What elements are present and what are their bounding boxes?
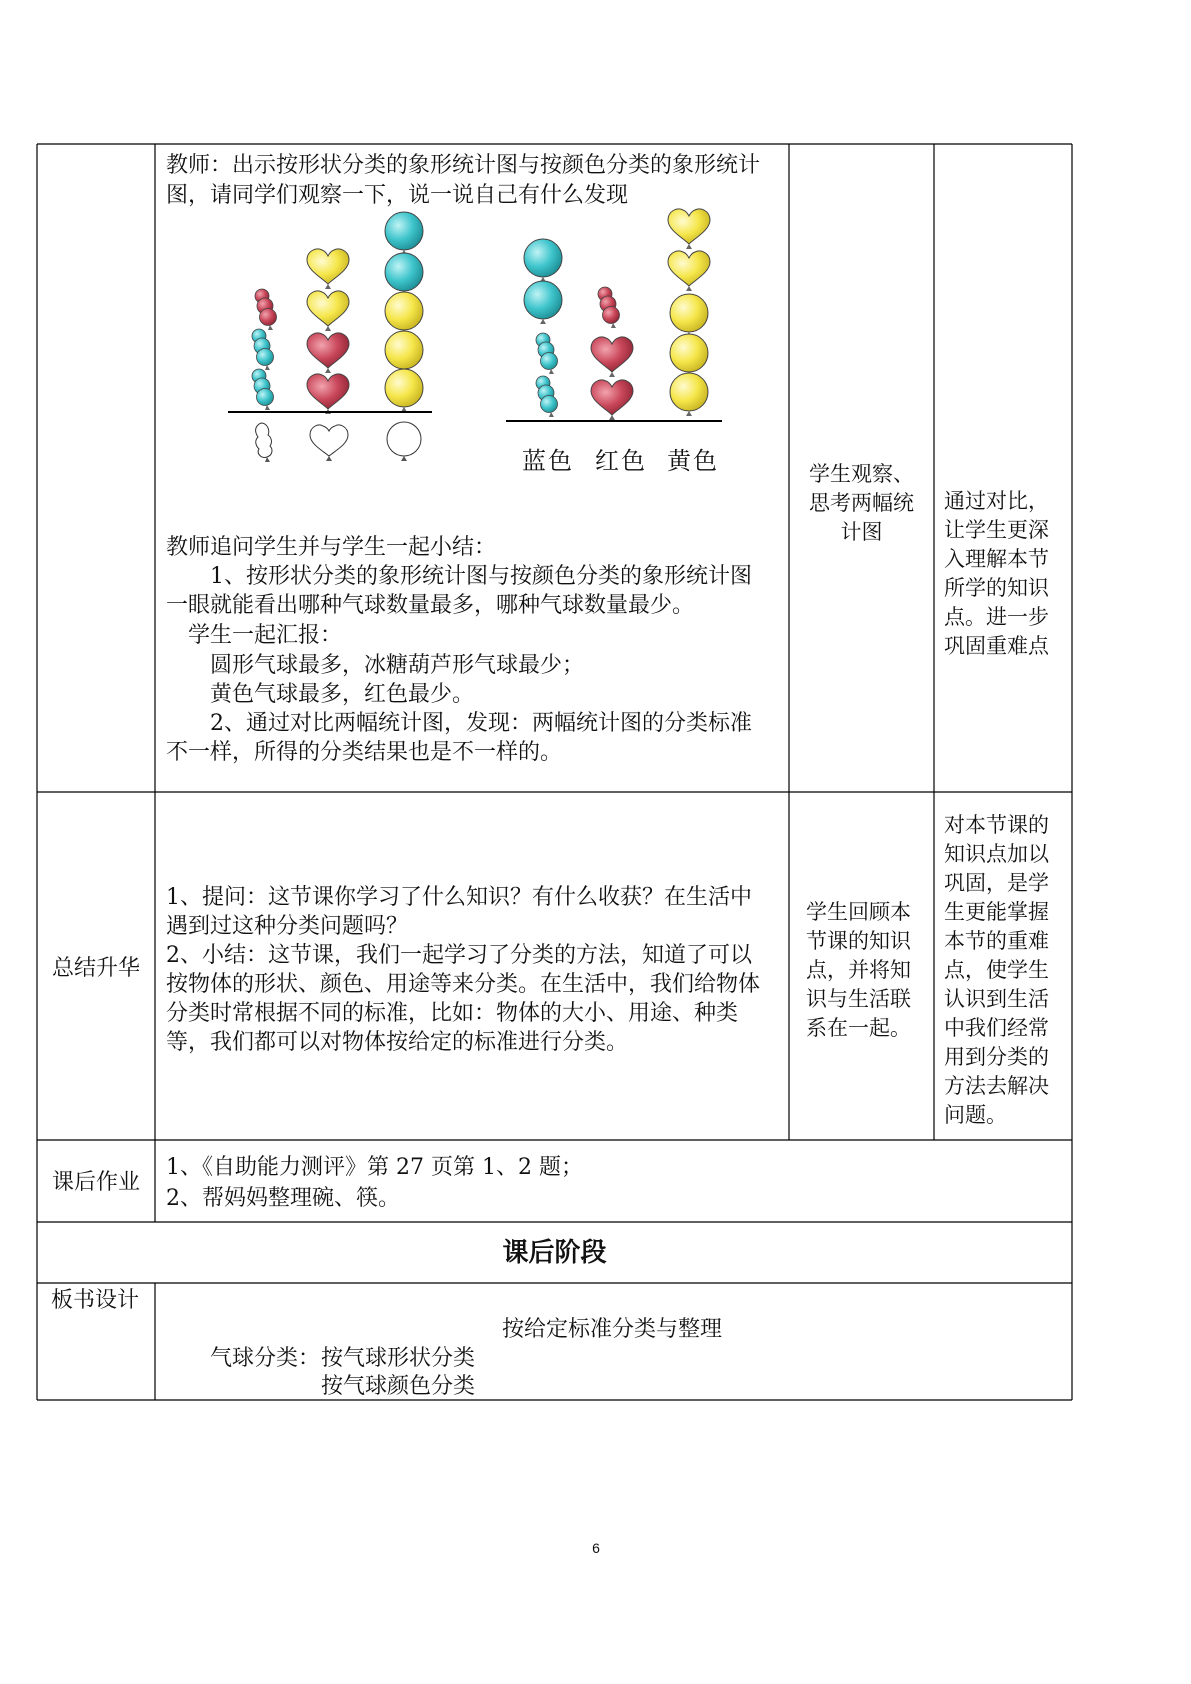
row2-line6: 等，我们都可以对物体按给定的标准进行分类。	[166, 1030, 629, 1055]
row1-intent-1: 通过对比，	[944, 489, 1049, 513]
row1-intent-3: 入理解本节	[944, 547, 1049, 571]
row1-intent-2: 让学生更深	[944, 518, 1049, 542]
row2-line2: 遇到过这种分类问题吗？	[166, 914, 409, 939]
row1-report-title: 学生一起汇报：	[188, 623, 343, 648]
row2-student-activity-1: 学生回顾本	[806, 900, 911, 924]
row1-point2-line1: 2、通过对比两幅统计图，发现：两幅统计图的分类标准	[210, 711, 752, 736]
row2-line5: 分类时常根据不同的标准，比如：物体的大小、用途、种类	[166, 1001, 739, 1026]
row2-intent-11: 问题。	[944, 1103, 1007, 1127]
board-item-label: 气球分类：	[210, 1346, 321, 1371]
row2-line3: 2、小结：这节课，我们一起学习了分类的方法，知道了可以	[166, 943, 752, 968]
board-title: 按给定标准分类与整理	[502, 1317, 723, 1342]
row1-intro-line2: 图，请同学们观察一下，说一说自己有什么发现	[166, 183, 629, 208]
row1-point1-line2: 一眼就能看出哪种气球数量最多，哪种气球数量最少。	[166, 593, 695, 618]
row2-label: 总结升华	[51, 956, 140, 981]
section-heading: 课后阶段	[502, 1238, 607, 1268]
shape-pictograph	[228, 212, 432, 462]
page-number: 6	[592, 1540, 600, 1556]
row1-report-line1: 圆形气球最多，冰糖葫芦形气球最少；	[210, 653, 585, 678]
row5-label: 板书设计	[51, 1288, 140, 1313]
row1-intent-5: 点。进一步	[944, 605, 1049, 629]
row2-intent-3: 巩固，是学	[944, 871, 1049, 895]
row1-intent-4: 所学的知识	[944, 576, 1049, 600]
row2-student-activity-4: 识与生活联	[806, 987, 911, 1011]
row2-intent-9: 用到分类的	[944, 1045, 1049, 1069]
row2-intent-6: 点，使学生	[944, 958, 1049, 982]
row1-intent-6: 巩固重难点	[944, 634, 1049, 658]
row2-intent-1: 对本节课的	[944, 813, 1049, 837]
row3-line1: 1、《自助能力测评》第 27 页第 1、2 题；	[166, 1155, 583, 1180]
row1-student-activity-1: 学生观察、	[809, 462, 914, 486]
color-label-blue: 蓝色	[522, 447, 574, 475]
row2-student-activity-3: 点，并将知	[806, 958, 911, 982]
board-item1: 按气球形状分类	[321, 1346, 476, 1371]
color-label-yellow: 黄色	[667, 447, 719, 475]
row3-line2: 2、帮妈妈整理碗、筷。	[166, 1186, 400, 1211]
row2-student-activity-2: 节课的知识	[806, 929, 911, 953]
row1-student-activity-2: 思考两幅统	[809, 491, 914, 515]
color-pictograph	[506, 209, 722, 421]
row1-point2-line2: 不一样，所得的分类结果也是不一样的。	[166, 740, 563, 765]
row3-label: 课后作业	[51, 1170, 140, 1195]
color-label-red: 红色	[595, 447, 647, 475]
row1-report-line2: 黄色气球最多，红色最少。	[210, 682, 475, 707]
row1-student-activity-3: 计图	[840, 520, 883, 544]
row1-summary-title: 教师追问学生并与学生一起小结：	[166, 535, 497, 560]
row2-intent-8: 中我们经常	[944, 1016, 1049, 1040]
row2-intent-2: 知识点加以	[944, 842, 1049, 866]
row2-line4: 按物体的形状、颜色、用途等来分类。在生活中，我们给物体	[166, 972, 761, 997]
row2-line1: 1、提问：这节课你学习了什么知识？有什么收获？在生活中	[166, 885, 752, 910]
row2-intent-10: 方法去解决	[944, 1074, 1049, 1098]
row2-intent-7: 认识到生活	[944, 987, 1049, 1011]
board-item2: 按气球颜色分类	[321, 1374, 476, 1399]
row1-point1-line1: 1、按形状分类的象形统计图与按颜色分类的象形统计图	[210, 564, 752, 589]
row2-intent-4: 生更能掌握	[944, 900, 1049, 924]
row2-intent-5: 本节的重难	[944, 929, 1049, 953]
row1-intro-line1: 教师：出示按形状分类的象形统计图与按颜色分类的象形统计	[166, 153, 761, 178]
row2-student-activity-5: 系在一起。	[806, 1016, 911, 1040]
